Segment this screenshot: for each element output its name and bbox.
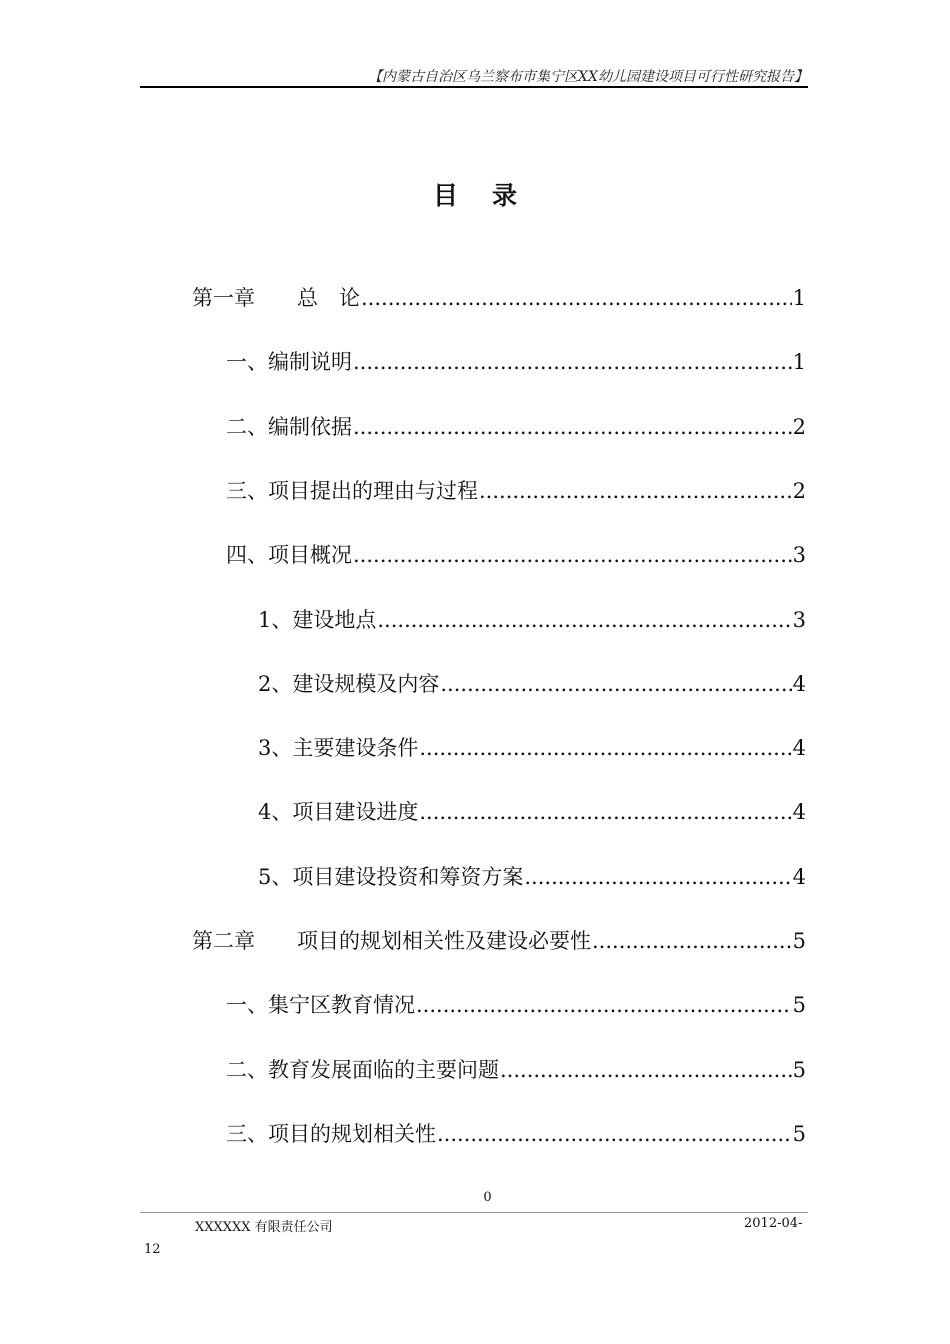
toc-entry-page: 4 [792, 800, 806, 824]
toc-title: 目录 [432, 181, 551, 210]
toc-entry-label: 一、编制说明 [226, 350, 352, 374]
toc-entry-page: 2 [792, 415, 806, 439]
toc-entry-page: 5 [792, 1122, 806, 1146]
toc-entry-label: 一、集宁区教育情况 [226, 993, 415, 1017]
toc-entry-page: 1 [792, 286, 806, 310]
toc-entry-label: 四、项目概况 [226, 543, 352, 567]
toc-entry-label: 三、项目提出的理由与过程 [226, 479, 478, 503]
toc-dot-leader [353, 347, 792, 377]
toc-entry-label: 二、教育发展面临的主要问题 [226, 1058, 499, 1082]
toc-entry-section[interactable] [226, 347, 806, 377]
header-rule [140, 86, 808, 88]
toc-dot-leader [500, 1055, 792, 1085]
toc-dot-leader [524, 862, 791, 892]
toc-entry-subsection[interactable] [258, 605, 806, 635]
toc-entry-page: 1 [792, 350, 806, 374]
toc-entry-page: 4 [792, 672, 806, 696]
toc-entry-subsection[interactable] [258, 862, 806, 892]
toc-entry-chapter-1[interactable] [192, 283, 806, 313]
toc-dot-leader [353, 540, 792, 570]
toc-entry-label: 5、项目建设投资和筹资方案 [258, 865, 524, 889]
toc-entry-page: 5 [792, 993, 806, 1017]
footer-company-name: XXXXXX 有限责任公司 [195, 1220, 333, 1235]
toc-entry-label: 二、编制依据 [226, 415, 352, 439]
toc-dot-leader [479, 476, 792, 506]
toc-entry-section[interactable] [226, 412, 806, 442]
toc-dot-leader [361, 283, 792, 313]
page-number: 0 [483, 1190, 492, 1205]
toc-entry-label: 3、主要建设条件 [258, 736, 419, 760]
toc-entry-label: 2、建设规模及内容 [258, 672, 440, 696]
toc-entry-section[interactable] [226, 1055, 806, 1085]
toc-entry-page: 5 [792, 1058, 806, 1082]
toc-entry-page: 4 [792, 865, 806, 889]
toc-entry-subsection[interactable] [258, 797, 806, 827]
toc-dot-leader [437, 1119, 792, 1149]
footer-rule [140, 1212, 808, 1213]
toc-entry-label: 1、建设地点 [258, 608, 377, 632]
toc-entry-section[interactable] [226, 540, 806, 570]
toc-dot-leader [353, 412, 792, 442]
footer-date-continued: 12 [144, 1242, 161, 1257]
toc-entry-subsection[interactable] [258, 733, 806, 763]
toc-entry-section[interactable] [226, 1119, 806, 1149]
toc-dot-leader [592, 926, 792, 956]
toc-entry-label: 第二章 项目的规划相关性及建设必要性 [192, 929, 591, 953]
footer-date: 2012-04- [744, 1216, 803, 1231]
toc-dot-leader [440, 669, 791, 699]
toc-entry-label: 4、项目建设进度 [258, 800, 419, 824]
toc-entry-section[interactable] [226, 476, 806, 506]
toc-entry-page: 3 [792, 543, 806, 567]
toc-entry-subsection[interactable] [258, 669, 806, 699]
toc-dot-leader [416, 990, 792, 1020]
toc-dot-leader [377, 605, 791, 635]
toc-entry-page: 4 [792, 736, 806, 760]
toc-entry-section[interactable] [226, 990, 806, 1020]
toc-dot-leader [419, 797, 791, 827]
toc-entry-page: 3 [792, 608, 806, 632]
toc-entry-label: 三、项目的规划相关性 [226, 1122, 436, 1146]
toc-entry-label: 第一章 总 论 [192, 286, 360, 310]
toc-entry-chapter-2[interactable] [192, 926, 806, 956]
toc-entry-page: 5 [792, 929, 806, 953]
toc-entry-page: 2 [792, 479, 806, 503]
toc-dot-leader [419, 733, 791, 763]
running-header-title: 【内蒙古自治区乌兰察布市集宁区XX幼儿园建设项目可行性研究报告】 [368, 69, 808, 85]
